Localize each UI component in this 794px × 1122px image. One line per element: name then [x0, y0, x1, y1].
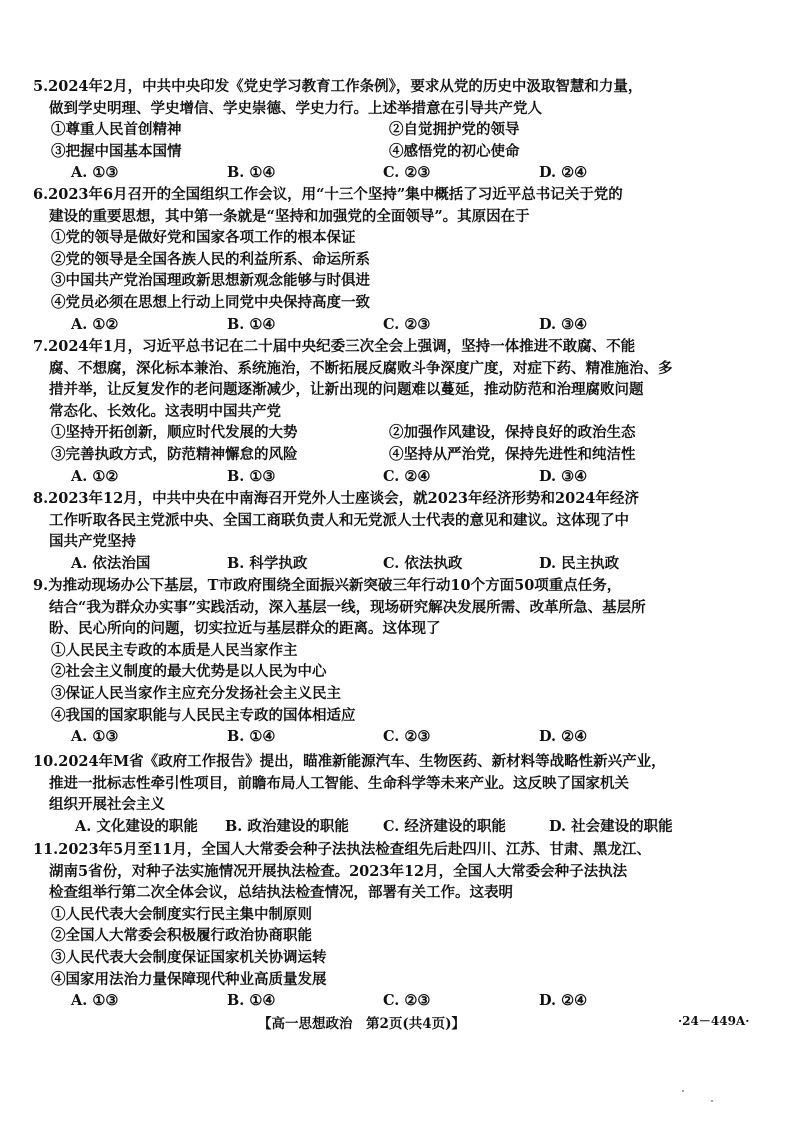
option-b: B. ①③ [227, 467, 276, 485]
option-a: A. ①③ [71, 164, 119, 182]
scan-speck [682, 1090, 684, 1092]
option-d: D. 民主执政 [539, 554, 620, 572]
question-stem-line: 工作听取各民主党派中央、全国工商联负责人和无党派人士代表的意见和建议。这体现了中 [49, 511, 629, 529]
question-stem-line: 5.2024年2月，中共中央印发《党史学习教育工作条例》，要求从党的历史中汲取智慧和力量， [33, 78, 643, 95]
option-c: C. 经济建设的职能 [383, 817, 506, 835]
statement: ③中国共产党治国理政新思想新观念能够与时俱进 [51, 272, 370, 290]
statement: ①坚持开拓创新，顺应时代发展的大势 [51, 424, 298, 442]
option-b: B. 政治建设的职能 [225, 817, 349, 835]
question-stem-line: 盼、民心所向的问题，切实拉近与基层群众的距离。这体现了 [49, 620, 441, 638]
statement: ④党员必须在思想上行动上同党中央保持高度一致 [51, 293, 370, 311]
statement: ④我国的国家职能与人民民主专政的国体相适应 [51, 706, 356, 724]
option-c: C. ②③ [383, 315, 431, 333]
option-b: B. ①④ [227, 992, 276, 1010]
options-row [33, 553, 755, 575]
statement-row [33, 119, 755, 141]
question-stem-line: 做到学史明理、学史增信、学史崇德、学史力行。上述举措意在引导共产党人 [49, 99, 542, 117]
question-stem-line: 国共产党坚持 [49, 533, 136, 551]
statement: ①人民民主专政的本质是人民当家作主 [51, 641, 298, 659]
option-d: D. ②④ [539, 164, 588, 182]
question-stem-line: 推进一批标志性牵引性项目，前瞻布局人工智能、生命科学等未来产业。这反映了国家机关 [49, 774, 629, 792]
question-stem-line: 组织开展社会主义 [49, 796, 165, 814]
statement: ①人民代表大会制度实行民主集中制原则 [51, 905, 312, 923]
question-6 [33, 184, 755, 335]
question-11 [33, 839, 755, 1012]
option-c: C. ②③ [383, 728, 431, 746]
option-c: C. 依法执政 [383, 554, 463, 572]
option-a: A. ①② [71, 467, 119, 485]
option-d: D. 社会建设的职能 [549, 817, 673, 835]
option-a: A. 文化建设的职能 [75, 817, 198, 835]
page-footer [0, 1010, 794, 1034]
statement: ④坚持从严治党，保持先进性和纯洁性 [389, 445, 636, 463]
option-b: B. ①④ [227, 315, 276, 333]
option-d: D. ②④ [539, 992, 588, 1010]
option-c: C. ②④ [383, 467, 431, 485]
statement: ②全国人大常委会积极履行政治协商职能 [51, 927, 312, 945]
statement: ①党的领导是做好党和国家各项工作的根本保证 [51, 229, 356, 247]
statement: ②加强作风建设，保持良好的政治生态 [389, 424, 636, 442]
option-d: D. ②④ [539, 728, 588, 746]
options-row [33, 314, 755, 336]
option-b: B. ①④ [227, 728, 276, 746]
option-c: C. ②③ [383, 164, 431, 182]
question-9 [33, 575, 755, 748]
option-d: D. ③④ [539, 315, 588, 333]
question-stem-line: 措并举，让反复发作的老问题逐渐减少，让新出现的问题难以蔓延，推动防范和治理腐败问题 [49, 381, 644, 399]
options-row [33, 466, 755, 488]
question-stem-line: 建设的重要思想，其中第一条就是“坚持和加强党的全面领导”。其原因在于 [49, 207, 530, 225]
scan-speck [711, 1100, 713, 1102]
option-a: A. 依法治国 [71, 554, 151, 572]
statement: ④感悟党的初心使命 [389, 142, 520, 160]
question-10 [33, 751, 755, 837]
question-stem-line: 9.为推动现场办公下基层，T市政府围绕全面振兴新突破三年行动10个方面50项重点任务， [33, 577, 622, 594]
options-row [33, 726, 755, 748]
options-row [33, 162, 755, 184]
question-stem-line: 腐、不想腐，深化标本兼治、系统施治，不断拓展反腐败斗争深度广度，对症下药、精准施治、多 [49, 359, 673, 377]
question-stem-line: 10.2024年M省《政府工作报告》提出，瞄准新能源汽车、生物医药、新材料等战略性新兴产业， [33, 753, 666, 770]
option-b: B. 科学执政 [227, 554, 308, 572]
question-stem-line: 7.2024年1月，习近平总书记在二十届中央纪委三次全会上强调，坚持一体推进不敢腐、不能 [33, 338, 636, 355]
statement-row [33, 422, 755, 444]
statement: ①尊重人民首创精神 [51, 121, 182, 139]
statement: ②社会主义制度的最大优势是以人民为中心 [51, 663, 327, 681]
footer-exam-code: ·24－449A· [678, 1014, 750, 1028]
question-stem-line: 检查组举行第二次全体会议，总结执法检查情况，部署有关工作。这表明 [49, 884, 513, 902]
question-8 [33, 488, 755, 574]
statement: ②自觉拥护党的领导 [389, 121, 520, 139]
statement: ③保证人民当家作主应充分发扬社会主义民主 [51, 684, 341, 702]
question-stem-line: 常态化、长效化。这表明中国共产党 [49, 402, 281, 420]
question-5 [33, 76, 755, 184]
option-b: B. ①④ [227, 164, 276, 182]
statement: ③把握中国基本国情 [51, 142, 182, 160]
options-row [33, 816, 755, 838]
question-stem-line: 8.2023年12月，中共中央在中南海召开党外人士座谈会，就2023年经济形势和2024年经济 [33, 490, 639, 507]
option-a: A. ①③ [71, 992, 119, 1010]
question-stem-line: 湖南5省份，对种子法实施情况开展执法检查。2023年12月，全国人大常委会种子法执法 [49, 862, 628, 880]
statement: ④国家用法治力量保障现代种业高质量发展 [51, 970, 327, 988]
statement: ②党的领导是全国各族人民的利益所系、命运所系 [51, 250, 370, 268]
question-7 [33, 336, 755, 487]
statement-row [33, 141, 755, 163]
option-a: A. ①② [71, 315, 119, 333]
option-d: D. ③④ [539, 467, 588, 485]
statement: ③人民代表大会制度保证国家机关协调运转 [51, 948, 327, 966]
question-stem-line: 6.2023年6月召开的全国组织工作会议，用“十三个坚持”集中概括了习近平总书记关于党的 [33, 186, 623, 203]
question-stem-line: 结合“我为群众办实事”实践活动，深入基层一线，现场研究解决发展所需、改革所急、基层所 [49, 598, 646, 616]
options-row [33, 990, 755, 1012]
statement-row [33, 444, 755, 466]
option-c: C. ②③ [383, 992, 431, 1010]
statement: ③完善执政方式，防范精神懈怠的风险 [51, 445, 298, 463]
footer-page-info: 【高一思想政治 第2页(共4页)】 [258, 1016, 466, 1032]
question-stem-line: 11.2023年5月至11月，全国人大常委会种子法执法检查组先后赴四川、江苏、甘肃、黑龙江、 [33, 841, 651, 858]
option-a: A. ①③ [71, 728, 119, 746]
